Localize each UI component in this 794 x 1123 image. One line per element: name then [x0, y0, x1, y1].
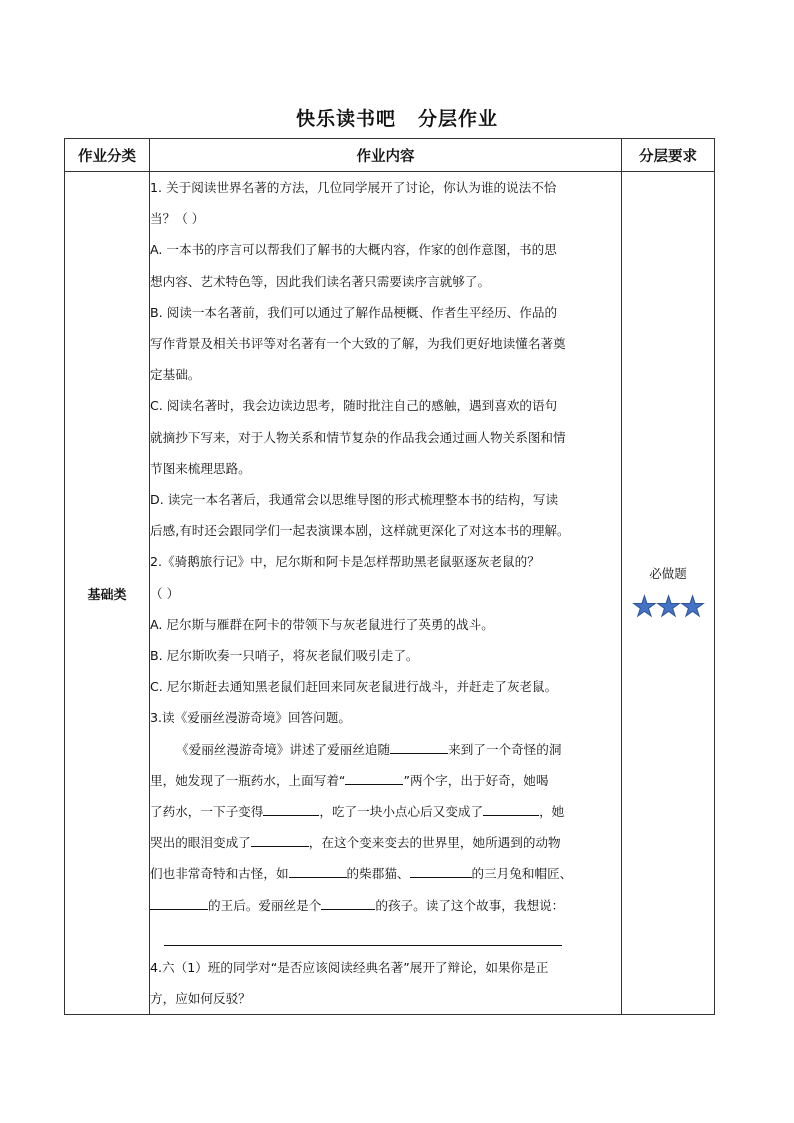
homework-table — [64, 138, 715, 1015]
q3-text: ，在这个变来变去的世界里，她所遇到的动物 — [308, 835, 561, 851]
q2-option-a: A. 尼尔斯与雁群在阿卡的带领下与灰老鼠进行了英勇的战斗。 — [150, 616, 494, 632]
q1-option-c-line-2: 就摘抄下写来，对于人物关系和情节复杂的作品我会通过画人物关系图和情 — [150, 429, 566, 445]
fill-blank[interactable] — [263, 800, 319, 816]
q3-text: 的王后。爱丽丝是个 — [208, 897, 322, 913]
fill-blank[interactable] — [321, 894, 375, 910]
q1-option-a-line-1: A. 一本书的序言可以帮我们了解书的大概内容，作家的创作意图，书的思 — [150, 242, 557, 258]
q1-stem-line-2: 当？（ ） — [150, 211, 205, 227]
q1-option-b-line-3: 定基础。 — [150, 367, 201, 383]
header-requirement: 分层要求 — [622, 139, 715, 172]
q3-title: 3.读《爱丽丝漫游奇境》回答问题。 — [150, 710, 351, 726]
difficulty-stars — [622, 590, 714, 623]
q3-paragraph-line-2 — [150, 765, 621, 796]
page-title — [0, 104, 794, 131]
table-header-row — [65, 139, 715, 172]
fill-blank[interactable] — [150, 894, 208, 910]
q1-option-d-line-2: 后感,有时还会跟同学们一起表演课本剧，这样就更深化了对这本书的理解。 — [150, 523, 570, 539]
q2-stem-line-1: 2.《骑鹅旅行记》中，尼尔斯和阿卡是怎样帮助黑老鼠驱逐灰老鼠的？ — [150, 554, 540, 570]
fill-blank[interactable] — [410, 862, 472, 878]
q4-stem-line-2: 方，应如何反驳？ — [150, 991, 251, 1007]
q3-text: 哭出的眼泪变成了 — [150, 835, 251, 851]
star-icon: ★ — [680, 589, 705, 623]
fill-blank[interactable] — [483, 800, 539, 816]
fill-blank[interactable] — [345, 769, 403, 785]
title-part-1: 快乐读书吧 — [295, 108, 396, 130]
fill-blank[interactable] — [289, 862, 347, 878]
q3-text: 的孩子。读了这个故事，我想说： — [375, 897, 565, 913]
q3-text: 《爱丽丝漫游奇境》讲述了爱丽丝追随 — [176, 741, 391, 757]
q3-text: 来到了一个奇怪的洞 — [448, 741, 562, 757]
q3-paragraph-line-6 — [150, 890, 621, 921]
q1-option-b-line-2: 写作背景及相关书评等对名著有一个大致的了解，为我们更好地读懂名著奠 — [150, 336, 566, 352]
q2-stem-line-2: （ ） — [150, 585, 180, 601]
q1-option-a-line-2: 想内容、艺术特色等，因此我们读名著只需要读序言就够了。 — [150, 273, 491, 289]
title-part-2: 分层作业 — [418, 108, 499, 130]
q3-text: ，吃了一块小点心后又变成了 — [319, 804, 484, 820]
q3-paragraph-line-3 — [150, 796, 621, 827]
requirement-cell — [622, 172, 715, 1015]
header-content: 作业内容 — [150, 139, 622, 172]
q1-stem-line-1: 1. 关于阅读世界名著的方法，几位同学展开了讨论，你认为谁的说法不恰 — [150, 180, 557, 195]
star-icon: ★ — [655, 589, 681, 623]
answer-line[interactable] — [164, 931, 562, 946]
requirement-label: 必做题 — [649, 565, 687, 581]
q3-paragraph-line-4 — [150, 827, 621, 858]
fill-blank[interactable] — [390, 738, 448, 754]
q3-text: 的三月兔和帽匠、 — [471, 866, 573, 882]
q2-option-b: B. 尼尔斯吹奏一只哨子，将灰老鼠们吸引走了。 — [150, 648, 419, 664]
q3-text: 的柴郡猫、 — [346, 866, 410, 882]
fill-blank[interactable] — [251, 831, 309, 847]
star-icon: ★ — [631, 589, 656, 623]
q1-option-b-line-1: B. 阅读一本名著前，我们可以通过了解作品梗概、作者生平经历、作品的 — [150, 304, 558, 320]
category-cell: 基础类 — [65, 172, 150, 1015]
q2-option-c: C. 尼尔斯赶去通知黑老鼠们赶回来同灰老鼠进行战斗，并赶走了灰老鼠。 — [150, 679, 558, 695]
q3-text: ”两个字，出于好奇，她喝 — [403, 772, 549, 788]
q3-paragraph-line-1 — [150, 734, 621, 765]
q1-option-c-line-1: C. 阅读名著时，我会边读边思考，随时批注自己的感触，遇到喜欢的语句 — [150, 398, 558, 414]
q3-text: 们也非常奇特和古怪，如 — [150, 866, 289, 882]
q3-text: 里，她发现了一瓶药水，上面写着“ — [150, 772, 346, 788]
q4-stem-line-1: 4.六（1）班的同学对“是否应该阅读经典名著”展开了辩论，如果你是正 — [150, 959, 549, 975]
q3-text: ，她 — [539, 804, 565, 820]
q3-text: 了药水，一下子变得 — [150, 804, 264, 820]
q1-option-c-line-3: 节图来梳理思路。 — [150, 460, 251, 476]
q1-option-d-line-1: D. 读完一本名著后，我通常会以思维导图的形式梳理整本书的结构，写读 — [150, 492, 559, 508]
content-cell — [150, 172, 622, 1015]
q3-paragraph-line-5 — [150, 858, 621, 889]
header-category: 作业分类 — [65, 139, 150, 172]
table-row — [65, 172, 715, 1015]
